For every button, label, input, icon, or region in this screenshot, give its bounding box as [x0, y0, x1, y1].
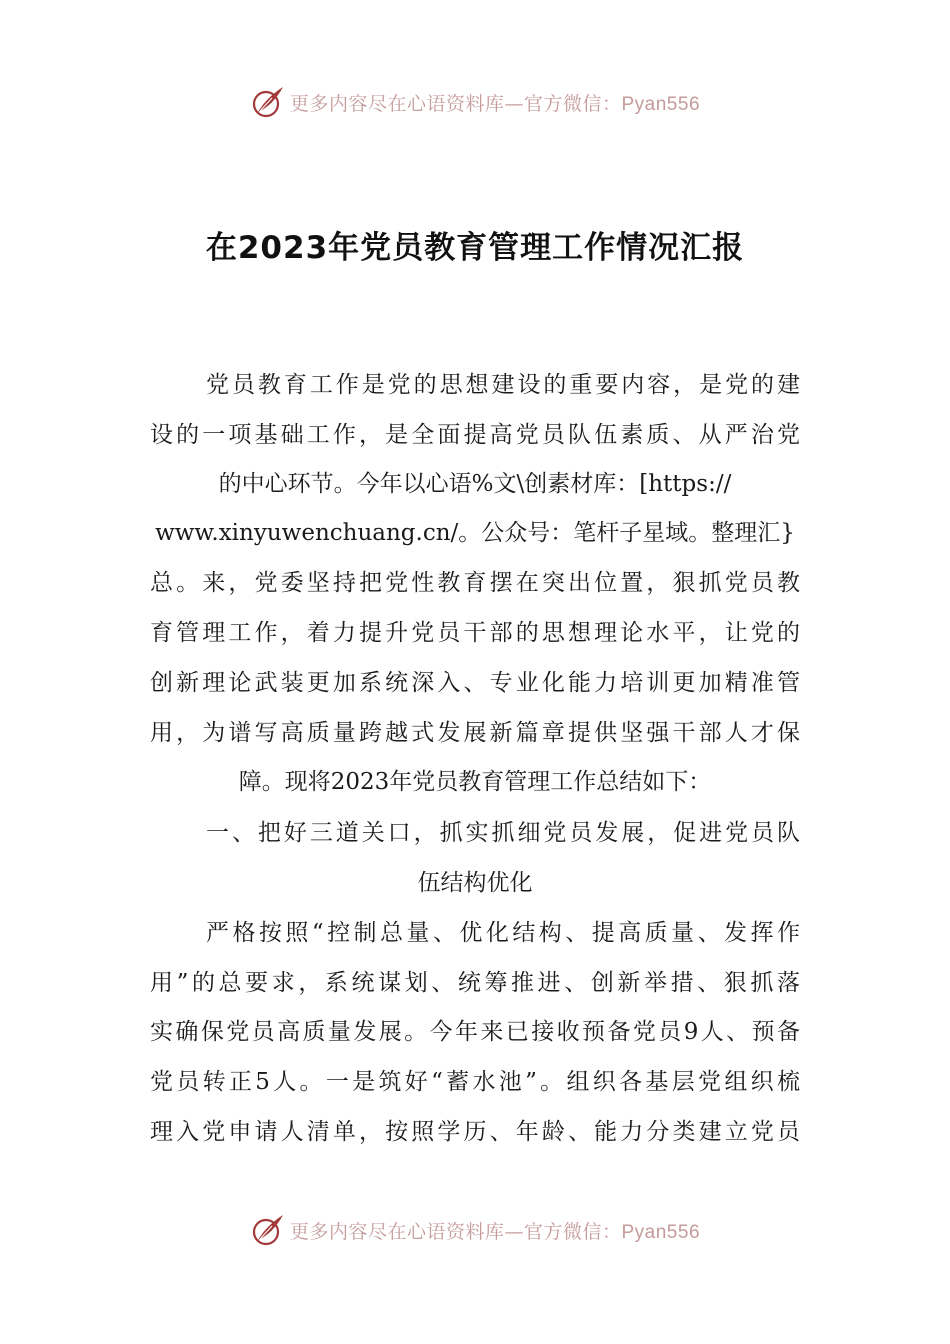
section-heading-line: 伍结构优化 — [417, 870, 533, 896]
quill-logo-icon — [250, 1212, 286, 1248]
footer-watermark — [0, 1210, 950, 1250]
body-line: 实确保党员高质量发展。今年来已接收预备党员9人、预备 — [150, 1019, 800, 1045]
body-line: 严格按照“控制总量、优化结构、提高质量、发挥作 — [206, 920, 800, 946]
body-line: 总。来，党委坚持把党性教育摆在突出位置，狠抓党员教 — [150, 570, 800, 596]
watermark-account: Pyan556 — [621, 1221, 701, 1243]
body-line: 障。现将2023年党员教育管理工作总结如下： — [238, 769, 712, 795]
body-line: 党员转正5人。一是筑好“蓄水池”。组织各基层党组织梳 — [150, 1069, 800, 1095]
body-line: 党员教育工作是党的思想建设的重要内容，是党的建 — [206, 372, 800, 398]
body-line: 创新理论武装更加系统深入、专业化能力培训更加精准管 — [150, 670, 800, 696]
quill-logo-icon — [250, 84, 286, 120]
body-line: www.xinyuwenchuang.cn/。公众号：笔杆子星域。整理汇} — [155, 520, 795, 546]
section-heading-line: 一、把好三道关口，抓实抓细党员发展，促进党员队 — [206, 820, 800, 846]
watermark-text: 更多内容尽在心语资料库—官方微信：Pyan556 — [289, 1220, 701, 1243]
body-line: 用，为谱写高质量跨越式发展新篇章提供坚强干部人才保 — [150, 720, 800, 746]
watermark-text: 更多内容尽在心语资料库—官方微信：Pyan556 — [289, 92, 701, 115]
body-line: 育管理工作，着力提升党员干部的思想理论水平，让党的 — [150, 620, 800, 646]
header-watermark — [0, 82, 950, 122]
body-line: 设的一项基础工作，是全面提高党员队伍素质、从严治党 — [150, 422, 800, 448]
body-line: 的中心环节。今年以心语%文\创素材库：[https:// — [218, 471, 732, 497]
document-title: 在2023年党员教育管理工作情况汇报 — [205, 230, 745, 266]
body-line: 理入党申请人清单，按照学历、年龄、能力分类建立党员 — [150, 1119, 800, 1145]
watermark-account: Pyan556 — [621, 93, 701, 115]
body-line: 用”的总要求，系统谋划、统筹推进、创新举措、狠抓落 — [150, 970, 800, 996]
